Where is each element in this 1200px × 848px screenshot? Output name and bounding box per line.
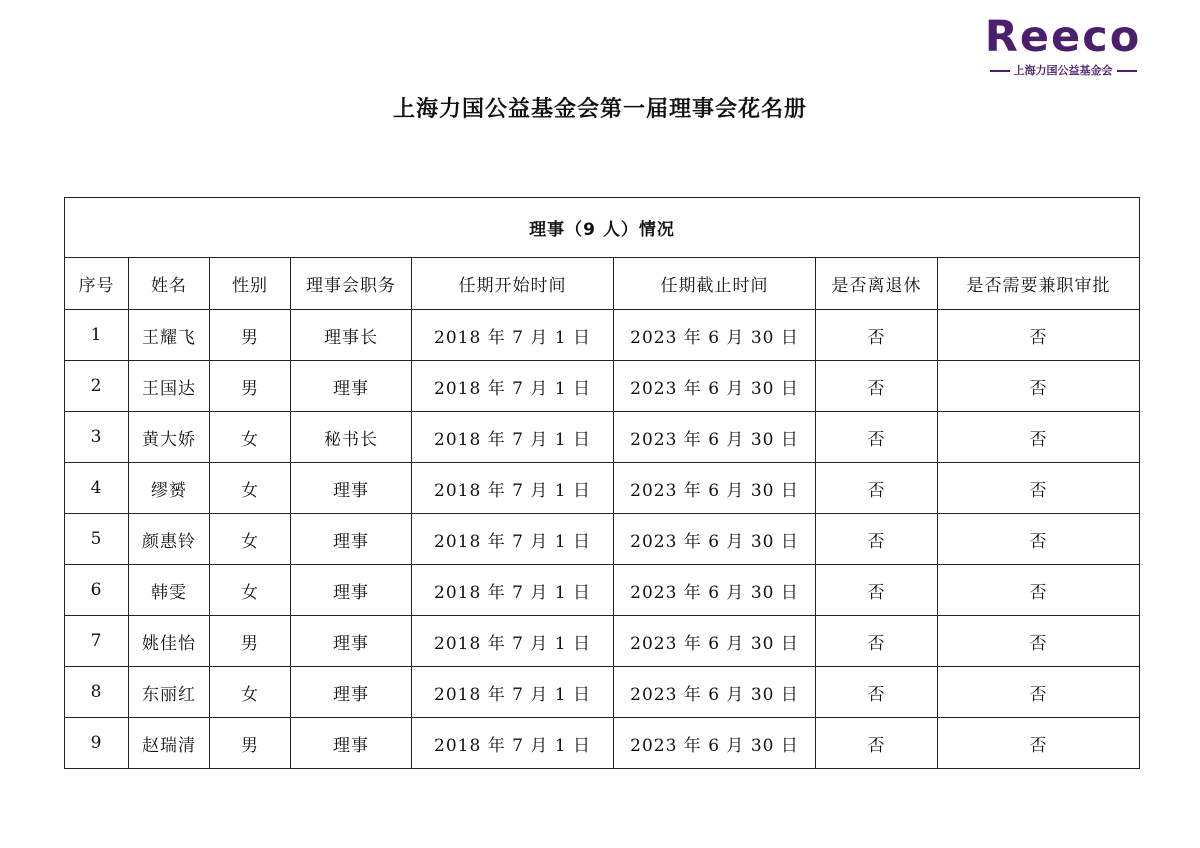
cell-term-end: 2023 年 6 月 30 日 — [614, 310, 816, 361]
document-title: 上海力国公益基金会第一届理事会花名册 — [392, 97, 807, 122]
cell-gender: 男 — [210, 361, 291, 412]
cell-position: 理事 — [291, 514, 412, 565]
cell-name: 韩雯 — [129, 565, 210, 616]
cell-approval: 否 — [938, 412, 1140, 463]
logo-subtitle-row — [984, 64, 1142, 78]
table-row — [65, 616, 1140, 667]
cell-position: 理事 — [291, 718, 412, 769]
logo-wordmark: Reeco — [984, 12, 1142, 62]
column-header: 性别 — [210, 258, 291, 310]
cell-index: 4 — [65, 463, 129, 514]
cell-approval: 否 — [938, 361, 1140, 412]
cell-retired: 否 — [816, 310, 938, 361]
cell-retired: 否 — [816, 565, 938, 616]
cell-position: 理事 — [291, 616, 412, 667]
cell-retired: 否 — [816, 718, 938, 769]
cell-retired: 否 — [816, 412, 938, 463]
cell-index: 1 — [65, 310, 129, 361]
cell-term-start: 2018 年 7 月 1 日 — [412, 463, 614, 514]
column-header: 序号 — [65, 258, 129, 310]
cell-position: 秘书长 — [291, 412, 412, 463]
logo-right-dash — [1117, 70, 1137, 72]
cell-gender: 男 — [210, 616, 291, 667]
cell-term-end: 2023 年 6 月 30 日 — [614, 718, 816, 769]
table-row — [65, 463, 1140, 514]
cell-gender: 女 — [210, 463, 291, 514]
cell-position: 理事 — [291, 667, 412, 718]
cell-term-end: 2023 年 6 月 30 日 — [614, 412, 816, 463]
cell-approval: 否 — [938, 310, 1140, 361]
table-row — [65, 565, 1140, 616]
cell-index: 2 — [65, 361, 129, 412]
cell-name: 颜惠铃 — [129, 514, 210, 565]
cell-position: 理事 — [291, 361, 412, 412]
cell-index: 3 — [65, 412, 129, 463]
table-row — [65, 667, 1140, 718]
cell-term-end: 2023 年 6 月 30 日 — [614, 463, 816, 514]
cell-gender: 男 — [210, 718, 291, 769]
cell-position: 理事 — [291, 463, 412, 514]
column-header: 是否需要兼职审批 — [938, 258, 1140, 310]
cell-term-start: 2018 年 7 月 1 日 — [412, 718, 614, 769]
cell-term-start: 2018 年 7 月 1 日 — [412, 565, 614, 616]
cell-retired: 否 — [816, 667, 938, 718]
cell-term-start: 2018 年 7 月 1 日 — [412, 667, 614, 718]
board-roster-table — [64, 197, 1140, 769]
cell-name: 黄大娇 — [129, 412, 210, 463]
table-caption: 理事（9 人）情况 — [65, 198, 1140, 258]
cell-gender: 女 — [210, 565, 291, 616]
table-header-row — [65, 258, 1140, 310]
cell-gender: 女 — [210, 412, 291, 463]
cell-name: 王耀飞 — [129, 310, 210, 361]
column-header: 任期截止时间 — [614, 258, 816, 310]
column-header: 任期开始时间 — [412, 258, 614, 310]
cell-retired: 否 — [816, 514, 938, 565]
column-header: 姓名 — [129, 258, 210, 310]
table-row — [65, 361, 1140, 412]
table-row — [65, 718, 1140, 769]
cell-name: 赵瑞清 — [129, 718, 210, 769]
cell-index: 8 — [65, 667, 129, 718]
reeco-logo — [984, 14, 1142, 76]
column-header: 是否离退休 — [816, 258, 938, 310]
cell-retired: 否 — [816, 361, 938, 412]
cell-approval: 否 — [938, 718, 1140, 769]
cell-approval: 否 — [938, 565, 1140, 616]
cell-term-start: 2018 年 7 月 1 日 — [412, 361, 614, 412]
logo-subtitle: 上海力国公益基金会 — [1013, 64, 1113, 77]
cell-name: 姚佳怡 — [129, 616, 210, 667]
column-header: 理事会职务 — [291, 258, 412, 310]
cell-gender: 男 — [210, 310, 291, 361]
cell-index: 5 — [65, 514, 129, 565]
cell-term-end: 2023 年 6 月 30 日 — [614, 667, 816, 718]
table-row — [65, 412, 1140, 463]
cell-name: 缪赟 — [129, 463, 210, 514]
cell-retired: 否 — [816, 463, 938, 514]
cell-term-start: 2018 年 7 月 1 日 — [412, 310, 614, 361]
cell-position: 理事长 — [291, 310, 412, 361]
cell-approval: 否 — [938, 514, 1140, 565]
cell-name: 东丽红 — [129, 667, 210, 718]
cell-index: 6 — [65, 565, 129, 616]
cell-gender: 女 — [210, 514, 291, 565]
cell-term-end: 2023 年 6 月 30 日 — [614, 514, 816, 565]
cell-approval: 否 — [938, 616, 1140, 667]
cell-retired: 否 — [816, 616, 938, 667]
cell-term-start: 2018 年 7 月 1 日 — [412, 412, 614, 463]
table-row — [65, 514, 1140, 565]
cell-term-end: 2023 年 6 月 30 日 — [614, 565, 816, 616]
cell-position: 理事 — [291, 565, 412, 616]
cell-term-start: 2018 年 7 月 1 日 — [412, 514, 614, 565]
cell-gender: 女 — [210, 667, 291, 718]
cell-term-end: 2023 年 6 月 30 日 — [614, 616, 816, 667]
logo-left-dash — [990, 70, 1010, 72]
table-row — [65, 310, 1140, 361]
cell-approval: 否 — [938, 667, 1140, 718]
cell-index: 9 — [65, 718, 129, 769]
cell-index: 7 — [65, 616, 129, 667]
cell-name: 王国达 — [129, 361, 210, 412]
cell-term-end: 2023 年 6 月 30 日 — [614, 361, 816, 412]
cell-approval: 否 — [938, 463, 1140, 514]
cell-term-start: 2018 年 7 月 1 日 — [412, 616, 614, 667]
